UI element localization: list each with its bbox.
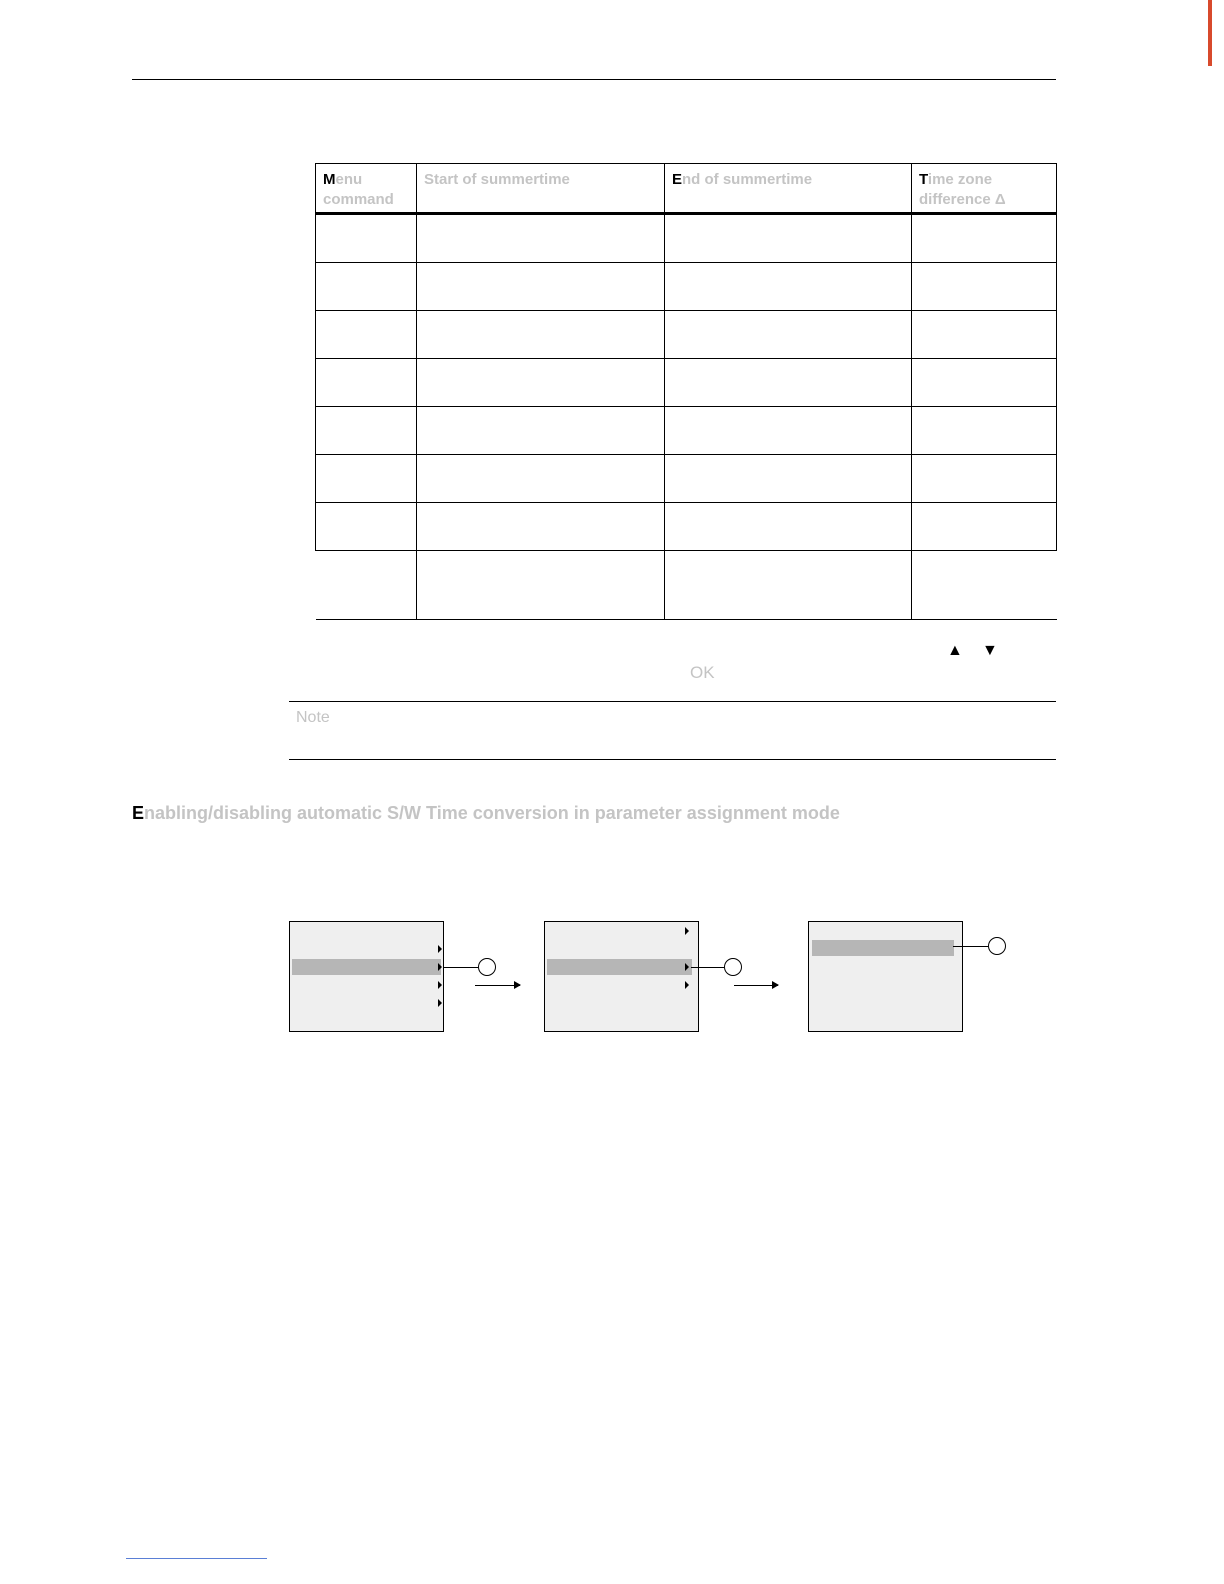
ok-key-label: OK: [690, 663, 715, 682]
header-start-of-summertime: Start of summertime: [417, 164, 665, 214]
down-arrow-icon: ▼: [982, 642, 998, 659]
callout-circle-1: [478, 958, 496, 976]
table-row: [316, 311, 1057, 359]
callout-circle-3: [988, 937, 1006, 955]
submenu-arrow-icon: [438, 963, 442, 971]
section-heading: Enabling/disabling automatic S/W Time conversion in parameter assignment mode: [132, 803, 840, 823]
table-row: [316, 263, 1057, 311]
submenu-arrow-icon: [438, 999, 442, 1007]
note-top-rule: [289, 701, 1056, 702]
submenu-arrow-icon: [438, 945, 442, 953]
up-arrow-icon: ▲: [947, 642, 963, 659]
submenu-arrow-icon: [685, 963, 689, 971]
display-screen-2: [544, 921, 699, 1032]
table-header-row: [316, 164, 1057, 214]
header-time-zone-difference: Time zone difference Δ: [912, 164, 1057, 214]
table-row: [316, 359, 1057, 407]
header-menu-command: Menu command: [316, 164, 417, 214]
menu-highlight: [292, 959, 441, 975]
table-row: [316, 407, 1057, 455]
table-row: [316, 503, 1057, 551]
header-rule: [132, 79, 1056, 80]
flow-arrow-icon: [734, 985, 778, 986]
display-screen-3: [808, 921, 963, 1032]
table-row: [316, 455, 1057, 503]
display-screen-1: [289, 921, 444, 1032]
submenu-arrow-icon: [685, 927, 689, 935]
footer-link-rule: [126, 1558, 267, 1559]
header-end-of-summertime: End of summertime: [665, 164, 912, 214]
submenu-arrow-icon: [438, 981, 442, 989]
submenu-arrow-icon: [685, 981, 689, 989]
callout-circle-2: [724, 958, 742, 976]
callout-leader: [953, 946, 988, 947]
page-edge-mark: [1208, 0, 1212, 66]
callout-leader: [444, 967, 478, 968]
summertime-table: [315, 163, 1057, 620]
table-row: [316, 551, 1057, 620]
flow-arrow-icon: [475, 985, 520, 986]
table-row: [316, 214, 1057, 263]
note-bottom-rule: [289, 759, 1056, 760]
note-label: Note: [296, 709, 330, 726]
menu-highlight: [547, 959, 692, 975]
callout-leader: [691, 967, 724, 968]
menu-highlight: [812, 940, 954, 956]
